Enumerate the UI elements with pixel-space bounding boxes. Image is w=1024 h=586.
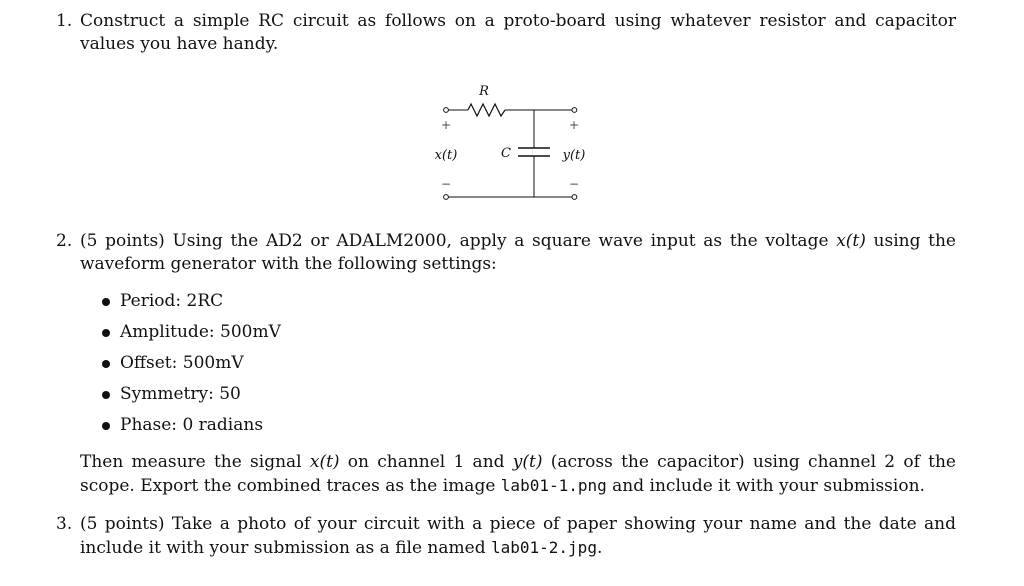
text-segment: (across the capacitor) using channel 2 of the scope. Export the combined traces as the image: [80, 452, 956, 496]
item-text: Construct a simple RC circuit as follows on a proto-board using whatever resistor and capacitor values you have handy.: [80, 11, 956, 54]
output-plus: +: [568, 118, 580, 132]
output-terminal-bottom: [572, 195, 577, 200]
output-terminal-top: [572, 108, 577, 113]
input-terminal-bottom: [444, 195, 449, 200]
input-minus: −: [440, 177, 452, 191]
setting-item: Phase: 0 radians: [96, 414, 496, 445]
text-segment: .: [596, 538, 603, 558]
text-segment: (5 points) Take a photo of your circuit with a piece of paper showing your name and the date and include it with your submission as a file named: [80, 514, 956, 558]
filename: lab01-1.png: [500, 476, 607, 495]
math-x: x(t): [309, 452, 340, 472]
text-segment: using the waveform generator with the following settings:: [80, 231, 956, 274]
list-item-2: [56, 230, 956, 276]
math-x: x(t): [836, 231, 866, 251]
setting-item: Amplitude: 500mV: [96, 321, 496, 352]
item-text: [80, 513, 956, 560]
output-minus: −: [568, 177, 580, 191]
input-label: x(t): [434, 148, 458, 163]
resistor-symbol: [468, 104, 505, 116]
capacitor-label: C: [501, 146, 511, 161]
item-number: 2.: [56, 231, 73, 251]
measure-paragraph: [80, 451, 956, 498]
input-plus: +: [440, 118, 452, 132]
item-number: 1.: [56, 11, 73, 31]
list-item-3: [56, 513, 956, 560]
text-segment: (5 points) Using the AD2 or ADALM2000, apply a square wave input as the voltage: [80, 231, 837, 251]
setting-item: Symmetry: 50: [96, 383, 496, 414]
setting-item: Period: 2RC: [96, 290, 496, 321]
output-label: y(t): [562, 148, 586, 163]
math-y: y(t): [512, 452, 543, 472]
text-segment: on channel 1 and: [339, 452, 513, 472]
setting-item: Offset: 500mV: [96, 352, 496, 383]
rc-circuit-diagram: [420, 82, 600, 206]
text-segment: Then measure the signal: [80, 452, 310, 472]
resistor-label: R: [479, 84, 489, 99]
filename: lab01-2.jpg: [490, 538, 597, 557]
item-text: [80, 230, 956, 276]
input-terminal-top: [444, 108, 449, 113]
settings-list: [96, 290, 496, 445]
list-item-1: [56, 10, 956, 56]
text-segment: and include it with your submission.: [606, 476, 925, 496]
item-number: 3.: [56, 514, 73, 534]
